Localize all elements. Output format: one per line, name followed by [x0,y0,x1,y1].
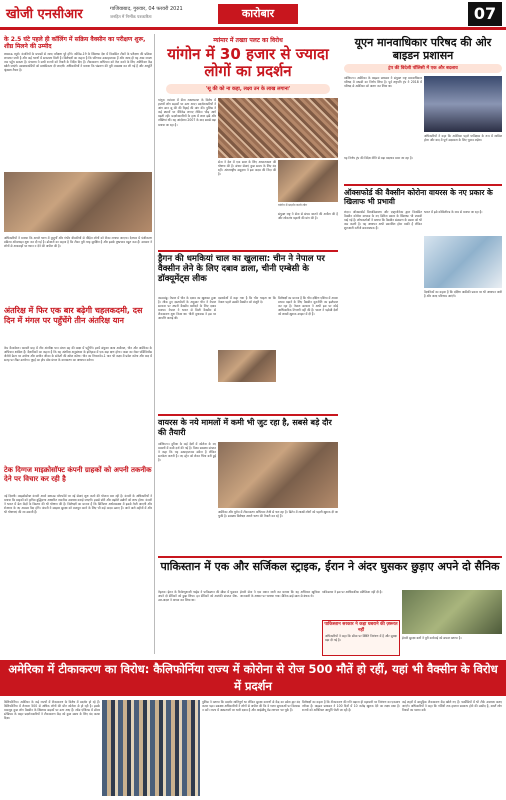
divider [344,184,502,186]
virus-body-2: अमेरिका और यूरोप में टीकाकरण अभियान तेजी से चल रहा है। ब्रिटेन में लाखों लोगों को पहली खुराक दी जा चुकी है। स्वास्थ्य विशेषज्ञ अगले चरण की तैयारी कर रहे हैं। [218,510,338,519]
myanmar-kicker: म्यांमार में तख्ता पलट का विरोध [213,37,283,44]
masthead [0,0,506,30]
bottom-body-4: कई शहरों में सामूहिक टीकाकरण केंद्र खोले गए हैं। फार्मेसियों में भी टीके उपलब्ध कराए जाएंगे। अधिकारियों ने कहा कि गर्मियों तक हालात सामान्य होने की उम्मीद है, बशर्ते लोग नियमों का पालन करें। [402,700,502,713]
pakistan-box [322,620,400,656]
myanmar-headline: यांगोन में 30 हजार से ज्यादा लोगों का प्रदर्शन [167,45,329,80]
divider [158,556,502,558]
myanmar-body-2: सेना ने देश में एक साल के लिए आपातकाल की घोषणा की है। संचार सेवाएं कुछ समय के लिए बंद रहीं। अंतरराष्ट्रीय समुदाय ने इस कदम की निंदा की है। [218,160,276,177]
dragon-body-2: दस्तावेजों में कहा गया है कि चीन चाहता था कि नेपाल पहले उसकी वैक्सीन को मंजूरी दे। [218,296,276,305]
pakistan-body-2: ईरानी सेना ने एक बयान जारी कर बताया कि यह अभियान खुफिया जानकारी के आधार पर चलाया गया। सैनिक ढाई साल से बंधक थे। [240,590,320,599]
myanmar-subhead: 'सू की को ना कहा, लक्ष्य उन के लाख लगाना' [166,84,330,94]
myanmar-body-3: संयुक्त राष्ट्र ने सेना से संयम बरतने की अपील की है और लोकतंत्र बहाली की मांग की है। [278,212,338,221]
virus-body-1: वाशिंगटन। दुनिया के कई देशों में कोरोना के नए मामलों में कमी दर्ज की गई है। विश्व स्वास्थ्य संगठन ने कहा कि यह उत्साहजनक संकेत है लेकिन सतर्कता जरूरी है। नए स्ट्रेन को लेकर चिंता बनी हुई है। [158,442,216,463]
left-headline-3: टेक दिग्गज माइक्रोसॉफ्ट कंपनी ग्राहकों को अपनी तकनीक देने पर विचार कर रही है [4,466,152,483]
left-headline-1: के 2.5 घंटे पहले ही कॉलिंग में सक्रिय वैक्सीन का परीक्षण शुरू, शीघ्र मिलने की उम्मीद [4,36,146,50]
pakistan-photo [402,590,502,634]
left-body-4: नई दिल्ली। माइक्रोसॉफ्ट कंपनी अपने क्लाउड प्लेटफॉर्म पर नई सेवाएं शुरू करने की योजना बना रही है। कंपनी के अधिकारियों ने बताया कि ग्राहकों को कृत्रिम बुद्धिमत्ता आधारित तकनीक उपलब्ध कराई जाएगी। इससे छोटे और मझोले उद्योगों को लाभ होगा। कंपनी ने भारत में डेटा केंद्रों के विस्तार की भी घोषणा की है। विशेषज्ञों का मानना है कि डिजिटल अर्थव्यवस्था में इससे तेजी आएगी और रोजगार के नए अवसर पैदा होंगे। कंपनी ने साइबर सुरक्षा को मजबूत करने के लिए भी कई कदम उठाए हैं। आने वाले महीनों में और भी घोषणाएं की जा सकती हैं। [4,494,152,515]
myanmar-body-1: यांगून। म्यांमार में सैन्य तख्तापलट के विरोध में हजारों लोग सड़कों पर उतर आए। प्रदर्शनकारियों ने आंग सान सू की की रिहाई की मांग की। पुलिस ने कई स्थानों पर बैरिकेड लगाए लेकिन भीड़ आगे बढ़ती रही। प्रदर्शनकारियों के हाथ में लाल झंडे और तख्तियां थीं। यह आंदोलन 2007 के बाद सबसे बड़ा बताया जा रहा है। [158,98,216,127]
page-number: 07 [468,2,502,26]
bottom-body-2: पुलिस ने बताया कि प्रदर्शन शांतिपूर्ण था लेकिन सुरक्षा कारणों से केंद्र का प्रवेश द्वार बंद करना पड़ा। स्वास्थ्य अधिकारियों ने लोगों से अपील की कि वे गलत सूचनाओं पर विश्वास न करें। राज्य में अस्पतालों पर भारी दबाव है और आईसीयू बेड लगभग भर चुके हैं। [202,700,300,713]
bottom-body-3: विशेषज्ञों का कहना है कि टीकाकरण की गति बढ़ाना ही महामारी पर नियंत्रण का एकमात्र तरीका है। बाइडन प्रशासन ने 100 दिनों में 10 करोड़ खुराक देने का लक्ष्य रखा है। राज्यों को अतिरिक्त आपूर्ति भेजी जा रही है। [302,700,400,713]
un-photo [424,76,502,132]
divider [158,414,338,416]
virus-photo [218,442,338,508]
pakistan-body-1: तेहरान। ईरान के रिवोल्यूशनरी गार्ड्स ने पाकिस्तान की सीमा में घुसकर अपने दो सैनिकों को छुड़ा लिया। इन सैनिकों को आतंकी संगठन जैश-उल-अदल ने अगवा कर लिया था। [158,590,238,603]
divider [158,250,338,252]
oxford-headline: ऑक्सफोर्ड की वैक्सीन कोरोना वायरस के नए प्रकार के खिलाफ भी प्रभावी [344,188,493,206]
virus-headline: वायरस के नये मामलों में कमी भी जुट रहा है, सबसे बड़े दौर की तैयारी [158,418,332,437]
section-label: कारोबार [218,4,298,24]
un-body-2: अधिकारियों ने कहा कि अमेरिका पहले पर्यवेक्षक के रूप में शामिल होगा और बाद में पूर्ण सदस्यता के लिए चुनाव लड़ेगा। [424,134,502,143]
pakistan-body-3: पाकिस्तान ने इस पर आधिकारिक प्रतिक्रिया नहीं दी है। [322,590,383,594]
left-body-2: अधिकारियों ने बताया कि अगले चरण में बुजुर्गों और गंभीर बीमारियों से पीड़ित लोगों को टीका लगाया जाएगा। देशभर में पंजीकरण प्रक्रिया ऑनलाइन शुरू कर दी गई है। डॉक्टरों का कहना है कि टीका पूरी तरह सुरक्षित है और इसके दुष्प्रभाव बहुत कम हैं। सरकार ने लोगों से अफवाहों पर ध्यान न देने की अपील की है। [4,236,152,249]
bottom-protest-photo [102,700,200,796]
dragon-headline: ड्रैगन की धमकियां चाल का खुलासा: चीन ने नेपाल पर वैक्सीन लेने के लिए दबाव डाला, चीनी एम्बेसी के डॉक्यूमेंट्स लीक [158,254,325,284]
dragon-photo [218,350,276,382]
un-body-3: यह निर्णय ट्रंप की विदेश नीति से बड़ा बदलाव माना जा रहा है। [344,156,413,160]
dateline: गाजियाबाद, गुरुवार, 04 फरवरी 2021 [110,6,183,12]
pakistan-box-body: अधिकारियों ने कहा कि सीमा पर स्थिति नियंत्रण में है और सुरक्षा बढ़ा दी गई है। [325,634,397,643]
myanmar-photo-2 [278,160,338,202]
bottom-headline: अमेरिका में टीकाकरण का विरोध: कैलिफोर्निया राज्य में कोरोना से रोज 500 मौतें हो रहीं, यहां भी वैक्सीन के विरोध में प्रदर्शन [0,660,506,696]
oxford-body-1: लंदन। ऑक्सफोर्ड विश्वविद्यालय और एस्ट्राजेनेका द्वारा विकसित वैक्सीन कोरोना वायरस के नए ब्रिटिश प्रकार के खिलाफ भी प्रभावी पाई गई है। शोधकर्ताओं ने बताया कि वैक्सीन संक्रमण के प्रसार को भी कम करती है। यह अध्ययन अभी प्रकाशित होना बाकी है लेकिन शुरुआती नतीजे सकारात्मक हैं। [344,210,422,231]
dragon-body-1: काठमांडू। नेपाल में चीन के दबाव का खुलासा हुआ है। लीक हुए दस्तावेजों के अनुसार चीन ने नेपाल सरकार पर अपनी वैक्सीन खरीदने के लिए दबाव बनाया। नेपाल ने भारत से मिली वैक्सीन से टीकाकरण शुरू किया था। चीनी दूतावास ने इस पर आपत्ति जताई थी। [158,296,216,321]
brand-logo: खोजी एनसीआर [6,7,83,22]
oxford-vaccine-photo [424,236,502,288]
pakistan-body-4: ईरानी सुरक्षा बलों ने पूरी कार्रवाई को सफल बताया है। [402,636,462,640]
left-photo [4,172,152,232]
left-body-1: लखनऊ ब्यूरो। कंपनियों के प्रयासों से जल्द परीक्षण पूरे होंगे। कोविड-19 के खिलाफ देश में विकसित टीकों के परीक्षण की प्रक्रिया लगातार जारी है और कई चरणों में सफलता मिली है। विशेषज्ञों का कहना है कि परिणाम उत्साहजनक हैं और जल्द ही यह आम जनता तक पहुँच सकता है। मंत्रालय ने सभी राज्यों को तैयारी के निर्देश दिए हैं। टीकाकरण अभियान को तेज करने के लिए अतिरिक्त केंद्र खोले जाएंगे। स्वास्थ्यकर्मियों को प्राथमिकता दी जाएगी। अधिकारियों ने बताया कि भंडारण की पूरी व्यवस्था कर ली गई है और आपूर्ति श्रृंखला तैयार है। [4,52,152,73]
oxford-body-2: वैज्ञानिकों का कहना है कि दक्षिण अफ्रीकी प्रकार पर भी अध्ययन जारी है और जल्द परिणाम आएंगे। [424,290,502,299]
pakistan-headline: पाकिस्तान में एक और सर्जिकल स्ट्राइक, ईरान ने अंदर घुसकर छुड़ाए अपने दो सैनिक [160,560,500,573]
left-body-3: केप कैनावेरल। फरवरी माह में तीन अंतरिक्ष यान मंगल ग्रह की कक्षा में पहुँचेंगे। इनमें संयुक्त अरब अमीरात, चीन और अमेरिका के अभियान शामिल हैं। वैज्ञानिकों का कहना है कि यह अंतरिक्ष अनुसंधान के इतिहास में एक बड़ा क्षण होगा। नासा का रोवर पर्सिवियरेंस जेजेरो क्रेटर पर उतरेगा और प्राचीन जीवन के संकेतों की खोज करेगा। चीन का तियानवेन-1 यान भी कक्षा में प्रवेश करेगा और बाद में सतह पर लैंडर उतारेगा। यूएई का होप प्रोब मंगल के वातावरण का अध्ययन करेगा। [4,346,152,363]
left-headline-2: अंतरिक्ष में फिर एक बार बढ़ेगी चहलकदमी, दस दिन में मंगल पर पहुँचेंगे तीन अंतरिक्ष यान [4,306,143,325]
un-body-1: वाशिंगटन। अमेरिका के बाइडन प्रशासन ने संयुक्त राष्ट्र मानवाधिकार परिषद में वापसी का निर्णय लिया है। पूर्व राष्ट्रपति ट्रंप ने 2018 में परिषद से अमेरिका को अलग कर लिया था। [344,76,422,89]
bottom-body-1: कैलिफोर्निया। अमेरिका के कई राज्यों में टीकाकरण के विरोध में प्रदर्शन हो रहे हैं। कैलिफोर्निया में रोजाना 500 से अधिक लोगों की मौत कोरोना से हो रही है। इसके बावजूद कुछ लोग वैक्सीन के खिलाफ सड़कों पर उतर आए हैं। लॉस एंजिल्स में डॉजर स्टेडियम के बाहर प्रदर्शनकारियों ने टीकाकरण केंद्र को कुछ समय के लिए बंद करवा दिया। [4,700,100,721]
myanmar-caption: यांगोन में प्रदर्शन करते लोग [278,203,308,207]
tagline: जनहित में निर्भीक पत्रकारिता [110,14,152,19]
myanmar-crowd-photo [218,98,338,158]
oxford-body-3: भारत में इसे कोविशील्ड के नाम से बनाया जा रहा है। [424,210,483,214]
dragon-body-3: विशेषज्ञों का मानना है कि चीन दक्षिण एशिया में अपना प्रभाव बढ़ाने के लिए वैक्सीन कूटनीति का इस्तेमाल कर रहा है। नेपाल सरकार ने अभी इस पर कोई आधिकारिक टिप्पणी नहीं की है। भारत ने पड़ोसी देशों को लाखों खुराक उपहार में दी हैं। [278,296,338,317]
pakistan-box-title: पाकिस्तान सरकार ने कहा घबराने की ज़रूरत नहीं [324,622,398,633]
un-headline: यूएन मानवाधिकार परिषद की ओर बाइडन प्रशासन [354,36,492,62]
un-subhead: ट्रंप की विदेशी पॉलिसी में एक और बदलाव [344,64,502,73]
